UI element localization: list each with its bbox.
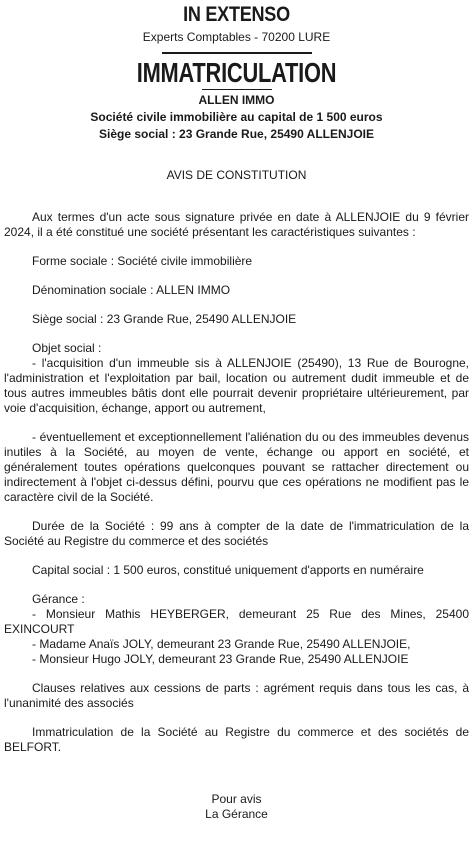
company-name: ALLEN IMMO — [198, 93, 275, 107]
purpose-item-2: - éventuellement et exceptionnellement l'aliénation du ou des immeubles devenus inutiles à la Société, au moyen de vente, échange ou apport en société, et généralement toutes opérations quelconques pouvant se rattacher directement ou indirectement à l'objet ci-dessus défini, pourvu que ces opérations ne modifient pas le caractère civil de la Société. — [4, 430, 469, 504]
firm-name: IN EXTENSO — [183, 3, 290, 26]
purpose-item-1: - l'acquisition d'un immeuble sis à ALLENJOIE (25490), 13 Rue de Bourogne, l'administration et l'exploitation par bail, location ou autrement dudit immeuble et de tous autres immeubles bâtis dont elle pourrait devenir propriétaire ultérieurement, par voie d'acquisition, échange, apport ou autrement, — [4, 356, 469, 415]
legal-form: Forme sociale : Société civile immobilière — [32, 254, 253, 268]
registered-seat: Siège social : 23 Grande Rue, 25490 ALLENJOIE — [32, 312, 297, 326]
notice-title: AVIS DE CONSTITUTION — [166, 168, 307, 182]
denomination: Dénomination sociale : ALLEN IMMO — [32, 283, 231, 297]
management-label: Gérance : — [32, 592, 85, 606]
legal-notice-page — [0, 3, 473, 855]
purpose-label: Objet social : — [32, 341, 102, 355]
company-seat: Siège social : 23 Grande Rue, 25490 ALLENJOIE — [99, 127, 374, 141]
signatory: La Gérance — [205, 807, 268, 821]
header-divider — [162, 52, 312, 54]
firm-subtitle: Experts Comptables - 70200 LURE — [142, 30, 331, 44]
manager-3: - Monsieur Hugo JOLY, demeurant 23 Grande Rue, 25490 ALLENJOIE — [32, 652, 409, 666]
manager-1-line-1: - Monsieur Mathis HEYBERGER, demeurant 25 Rue des Mines, 25400 — [32, 607, 469, 621]
category-underline — [202, 89, 272, 90]
company-type: Société civile immobilière au capital de 1 500 euros — [90, 110, 383, 124]
intro-paragraph: Aux termes d'un acte sous signature privée en date à ALLENJOIE du 9 février 2024, il a été constitué une société présentant les caractéristiques suivantes : — [4, 210, 469, 239]
registration-clause: Immatriculation de la Société au Registre du commerce et des sociétés de BELFORT. — [4, 725, 469, 754]
notice-body — [4, 210, 469, 755]
share-capital: Capital social : 1 500 euros, constitué uniquement d'apports en numéraire — [32, 563, 424, 577]
manager-1-line-2: EXINCOURT — [4, 622, 75, 636]
duration: Durée de la Société : 99 ans à compter de la date de l'immatriculation de la Société au Registre du commerce et des sociétés — [4, 519, 469, 548]
closing-formula: Pour avis — [211, 792, 262, 806]
manager-2: - Madame Anaïs JOLY, demeurant 23 Grande Rue, 25490 ALLENJOIE, — [32, 637, 411, 651]
notice-category: IMMATRICULATION — [136, 57, 337, 88]
share-transfer-clause: Clauses relatives aux cessions de parts : agrément requis dans tous les cas, à l'unanimité des associés — [4, 681, 469, 710]
